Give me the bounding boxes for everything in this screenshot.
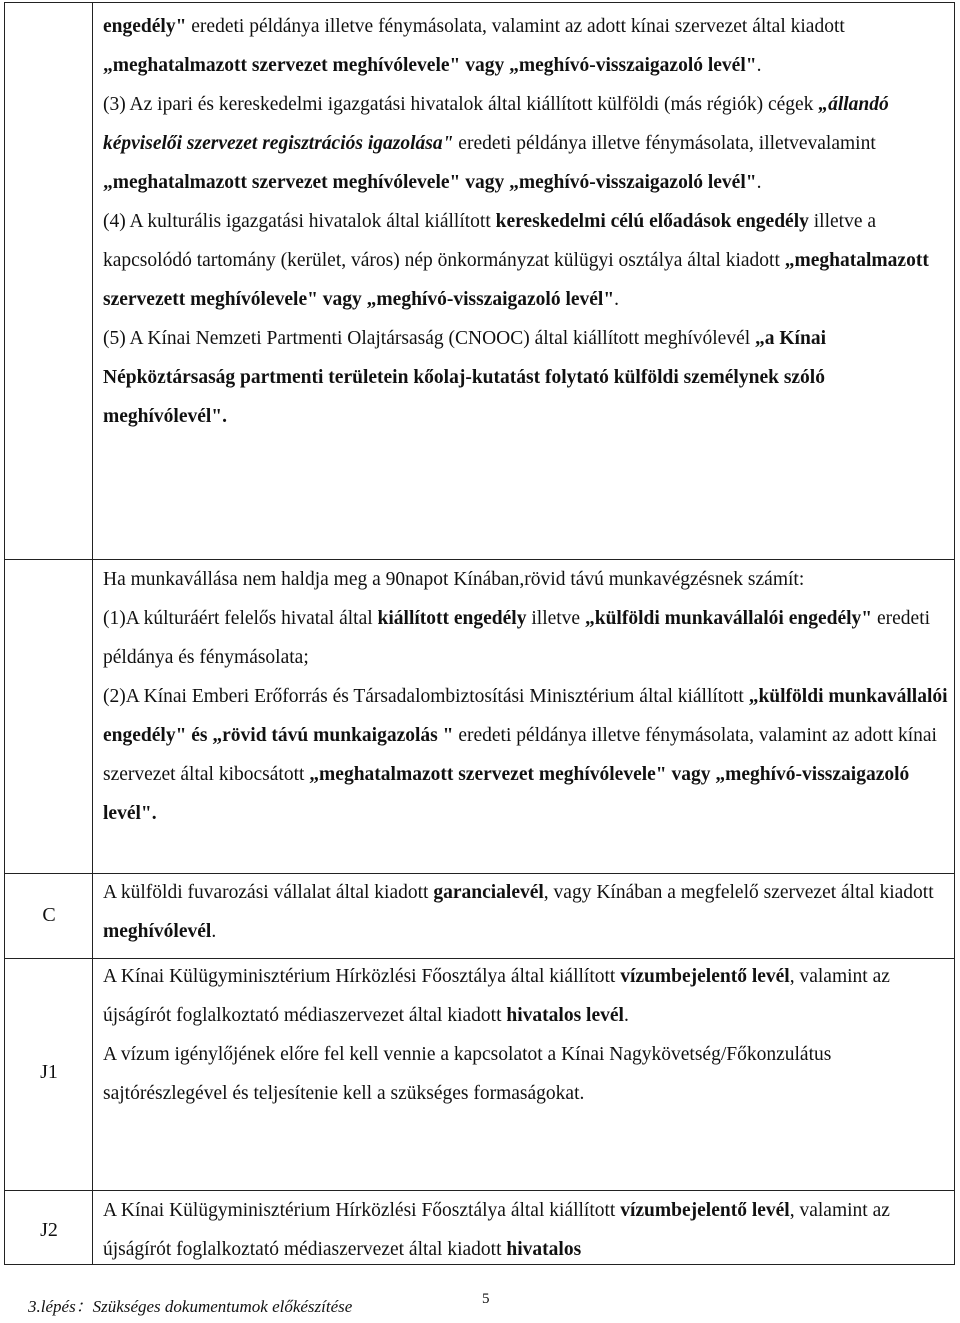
- paragraph: (5) A Kínai Nemzeti Partmenti Olajtársaság (CNOOC) által kiállított meghívólevél „a Kínai Népköztársaság partmenti területein kőolaj-kutatást folytató külföldi személynek szóló meghívólevél".: [103, 328, 826, 427]
- bold-text: „meghatalmazott szervezet meghívólevele" vagy „meghívó-visszaigazoló levél": [103, 172, 757, 193]
- paragraph: (2)A Kínai Emberi Erőforrás és Társadalombiztosítási Minisztérium által kiállított „külföldi munkavállalói engedély" és „rövid távú munkaigazolás " eredeti példánya illetve fénymásolata, valamint az adott kínai szervezet által kibocsátott „meghatalmazott szervezet meghívólevele" vagy „meghívó-visszaigazoló levél".: [103, 686, 948, 824]
- paragraph: (1)A kúlturáért felelős hivatal által kiállított engedély illetve „külföldi munkavállalói engedély" eredeti példánya és fénymásolata;: [103, 608, 931, 668]
- visa-code-c: C: [42, 904, 56, 926]
- requirements-cell-2: [103, 560, 949, 833]
- requirements-cell-j1: [103, 957, 949, 1113]
- document-table: [4, 2, 955, 1265]
- bold-text: hivatalos levél: [506, 1005, 624, 1026]
- bold-text: „meghatalmazott szervezett meghívólevele" vagy „meghívó-visszaigazoló levél": [103, 250, 929, 310]
- paragraph: engedély" eredeti példánya illetve fénymásolata, valamint az adott kínai szervezet által kiadott „meghatalmazott szervezet meghívólevele" vagy „meghívó-visszaigazoló levél".: [103, 16, 845, 76]
- paragraph: A Kínai Külügyminisztérium Hírközlési Főosztálya által kiállított vízumbejelentő levél, valamint az újságírót foglalkoztató médiaszervezet által kiadott hivatalos: [103, 1200, 890, 1260]
- page-number: 5: [482, 1291, 490, 1307]
- bold-text: vízumbejelentő levél: [620, 1200, 790, 1221]
- bold-text: kereskedelmi célú előadások engedély: [495, 211, 809, 232]
- bold-text: „külföldi munkavállalói engedély": [584, 608, 873, 629]
- bold-text: engedély": [103, 16, 187, 37]
- requirements-cell-j2: [103, 1191, 949, 1269]
- bold-text: „a Kínai Népköztársaság partmenti területein kőolaj-kutatást folytató külföldi személynek szóló meghívólevél".: [103, 328, 826, 427]
- bold-text: vízumbejelentő levél: [620, 966, 790, 987]
- paragraph: A Kínai Külügyminisztérium Hírközlési Főosztálya által kiállított vízumbejelentő levél, valamint az újságírót foglalkoztató médiaszervezet által kiadott hivatalos levél.: [103, 966, 890, 1026]
- visa-code-j2: J2: [40, 1219, 58, 1241]
- visa-code-j1: J1: [40, 1061, 58, 1083]
- bold-text: kiállított engedély: [377, 608, 527, 629]
- requirements-cell-1: [103, 7, 949, 436]
- paragraph: A vízum igénylőjének előre fel kell vennie a kapcsolatot a Kínai Nagykövetség/Főkonzulátus sajtórészlegével és teljesítenie kell a szükséges formaságokat.: [103, 1044, 832, 1104]
- paragraph: (4) A kulturális igazgatási hivatalok által kiállított kereskedelmi célú előadások engedély illetve a kapcsolódó tartomány (kerület, város) nép önkormányzat külügyi osztálya által kiadott „meghatalmazott szervezett meghívólevele" vagy „meghívó-visszaigazoló levél".: [103, 211, 929, 310]
- bold-text: „meghatalmazott szervezet meghívólevele" vagy „meghívó-visszaigazoló levél".: [103, 764, 910, 824]
- paragraph: A külföldi fuvarozási vállalat által kiadott garancialevél, vagy Kínában a megfelelő szervezet által kiadott meghívólevél.: [103, 882, 934, 942]
- bold-text: garancialevél: [433, 882, 544, 903]
- bold-text: „meghatalmazott szervezet meghívólevele" vagy „meghívó-visszaigazoló levél": [103, 55, 757, 76]
- bold-text: hivatalos: [506, 1239, 582, 1260]
- bold-italic-text: „állandó képviselői szervezet regisztrációs igazolása": [103, 94, 889, 154]
- paragraph: (3) Az ipari és kereskedelmi igazgatási hivatalok által kiállított külföldi (más régiók) cégek „állandó képviselői szervezet regisztrációs igazolása" eredeti példánya illetve fénymásolata, illetvevalamint „meghatalmazott szervezet meghívólevele" vagy „meghívó-visszaigazoló levél".: [103, 94, 889, 193]
- footer-step-title: 3.lépés：Szükséges dokumentumok előkészítése: [28, 1297, 353, 1316]
- bold-text: meghívólevél: [103, 921, 212, 942]
- bold-text: „külföldi munkavállalói engedély" és „rövid távú munkaigazolás ": [103, 686, 948, 746]
- requirements-cell-c: [103, 873, 949, 951]
- paragraph: Ha munkavállása nem haldja meg a 90napot Kínában,rövid távú munkavégzésnek számít:: [103, 569, 805, 590]
